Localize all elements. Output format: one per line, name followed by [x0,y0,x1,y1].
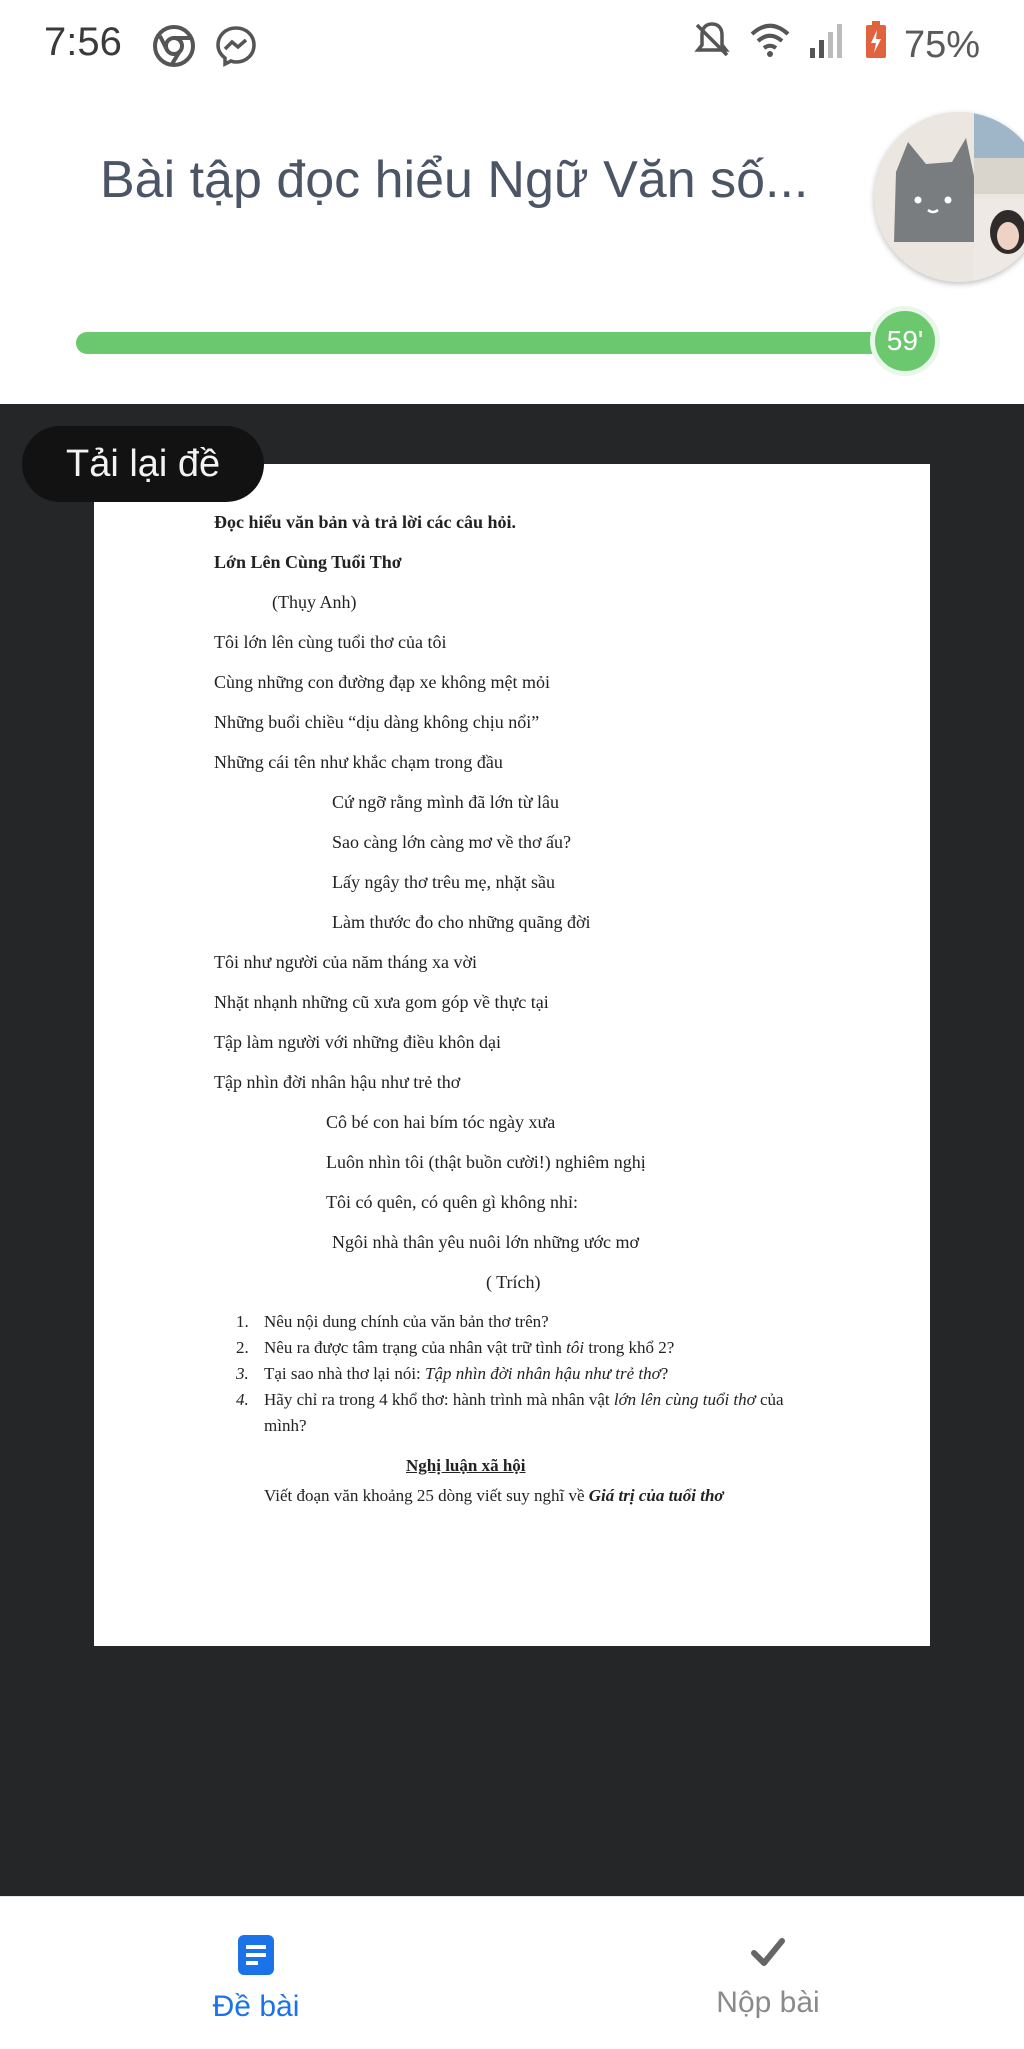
document-viewer[interactable] [0,404,1024,1896]
header [0,92,1024,404]
question-text: Nêu ra được tâm trạng của nhân vật trữ tình tôi trong khổ 2? [264,1338,675,1357]
instruction-text: Đọc hiểu văn bản và trả lời các câu hỏi. [214,512,516,532]
page-title: Bài tập đọc hiểu Ngữ Văn số... [100,151,809,209]
question-number: 2. [236,1338,249,1357]
poem-line: Cùng những con đường đạp xe không mệt mỏi [214,672,550,692]
battery-icon [864,20,888,70]
poem-line: Tập làm người với những điều khôn dại [214,1032,502,1052]
poem-line: Lấy ngây thơ trêu mẹ, nhặt sầu [332,872,555,892]
tab-de-bai[interactable] [106,1933,406,2024]
poem-line: Cứ ngỡ rằng mình đã lớn từ lâu [332,792,560,812]
poem-line: Cô bé con hai bím tóc ngày xưa [326,1112,556,1132]
poem-line: Làm thước đo cho những quãng đời [332,912,591,932]
essay-prompt: Viết đoạn văn khoảng 25 dòng viết suy nghĩ về Giá trị của tuổi thơ [264,1486,724,1505]
poem-line: Những cái tên như khắc chạm trong đầu [214,752,503,772]
question-text-continued: mình? [264,1416,307,1435]
signal-icon [808,20,848,70]
poem-title: Lớn Lên Cùng Tuổi Thơ [214,552,402,572]
poem-line: Tôi như người của năm tháng xa vời [214,952,477,972]
question-number: 1. [236,1312,249,1331]
tab-nop-bai[interactable] [618,1929,918,2020]
excerpt-note: ( Trích) [486,1272,541,1292]
question-number: 4. [236,1390,249,1409]
document-icon [234,1964,278,1981]
status-right [692,20,980,70]
checkmark-icon [746,1960,790,1977]
tab-label: Nộp bài [716,1986,820,2019]
tab-label: Đề bài [212,1990,300,2023]
document-page[interactable] [94,464,930,1646]
chrome-icon [152,24,196,73]
question-text: Nêu nội dung chính của văn bản thơ trên? [264,1312,549,1331]
question-text: Tại sao nhà thơ lại nói: Tập nhìn đời nhân hậu như trẻ thơ? [264,1364,669,1383]
poem-line: Luôn nhìn tôi (thật buồn cười!) nghiêm nghị [326,1152,646,1172]
poem-line: Sao càng lớn càng mơ về thơ ấu? [332,832,571,852]
status-bar [0,0,1024,92]
poem-line: Tôi có quên, có quên gì không nhỉ: [326,1192,578,1212]
poem-line: Tôi lớn lên cùng tuổi thơ của tôi [214,632,447,652]
poem-line: Nhặt nhạnh những cũ xưa gom góp về thực tại [214,992,549,1012]
bottom-nav [0,1896,1024,2049]
wifi-icon [748,20,792,70]
progress-fill [76,332,891,354]
progress-bar [76,332,916,354]
battery-percent: 75% [903,23,980,66]
section-title: Nghị luận xã hội [406,1456,526,1475]
poem-author: (Thụy Anh) [272,592,357,612]
mute-icon [692,20,732,70]
poem-line: Những buổi chiều “dịu dàng không chịu nổi” [214,712,540,732]
poem-line: Ngôi nhà thân yêu nuôi lớn những ước mơ [332,1232,640,1252]
avatar[interactable] [874,112,1024,282]
reload-exam-button[interactable]: Tải lại đề [22,426,264,502]
question-number: 3. [236,1364,249,1383]
question-text: Hãy chỉ ra trong 4 khổ thơ: hành trình mà nhân vật lớn lên cùng tuổi thơ của [264,1390,784,1409]
status-time: 7:56 [44,20,122,64]
poem-line: Tập nhìn đời nhân hậu như trẻ thơ [214,1072,461,1092]
messenger-icon [214,24,258,73]
timer-badge: 59' [870,306,940,376]
